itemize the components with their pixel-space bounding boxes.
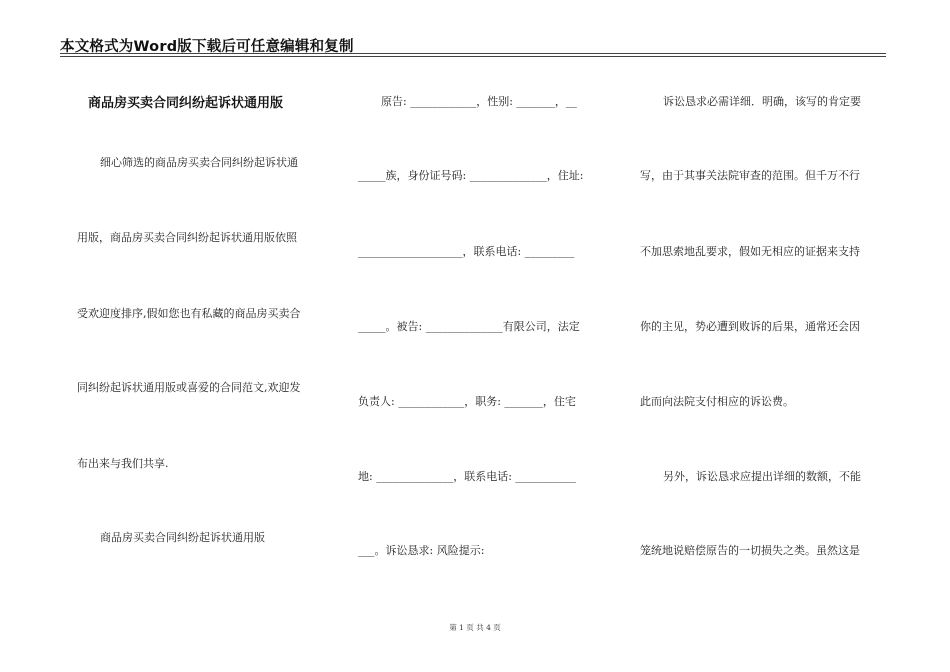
col1-line-4: 同纠纷起诉状通用版或喜爱的合同范文,欢迎发: [77, 381, 301, 394]
col2-line-1: 原告: ____________，性别: _______，__: [381, 95, 577, 108]
col2-line-5: 负责人: ____________，职务: _______，住宅: [358, 395, 576, 408]
col3-line-6: 另外，诉讼恳求应提出详细的数额，不能: [663, 470, 861, 483]
col2-line-6: 地: ______________，联系电话: ___________: [358, 470, 576, 483]
col1-line-1: 细心筛选的商品房买卖合同纠纷起诉状通: [100, 156, 298, 169]
col2-line-7: ___。诉讼恳求: 风险提示:: [358, 544, 485, 557]
col1-line-6: 商品房买卖合同纠纷起诉状通用版: [100, 531, 265, 544]
header-rule-top: [60, 53, 886, 54]
header-rule-bottom: [60, 56, 886, 57]
col3-line-5: 此而向法院支付相应的诉讼费。: [640, 395, 794, 408]
col3-line-1: 诉讼恳求必需详细．明确，该写的肯定要: [663, 95, 861, 108]
col1-line-3: 受欢迎度排序,假如您也有私藏的商品房买卖合: [77, 307, 301, 320]
col3-line-2: 写，由于其事关法院审查的范围。但千万不行: [640, 169, 860, 182]
col1-line-5: 布出来与我们共享.: [77, 457, 169, 470]
col3-line-3: 不加思索地乱要求，假如无相应的证据来支持: [640, 245, 860, 258]
document-header: 本文格式为Word版下载后可任意编辑和复制: [60, 39, 354, 55]
page-number-footer: 第 1 页 共 4 页: [449, 623, 501, 632]
col2-line-2: _____族，身份证号码: ______________，住址:: [358, 169, 584, 182]
col3-line-7: 笼统地说赔偿原告的一切损失之类。虽然这是: [640, 544, 860, 557]
col2-line-4: _____。被告: ______________有限公司，法定: [358, 320, 580, 333]
col3-line-4: 你的主见，势必遭到败诉的后果，通常还会因: [640, 320, 860, 333]
col2-line-3: ___________________，联系电话: _________: [358, 245, 575, 258]
document-title: 商品房买卖合同纠纷起诉状通用版: [88, 96, 284, 111]
col1-line-2: 用版，商品房买卖合同纠纷起诉状通用版依照: [77, 231, 297, 244]
